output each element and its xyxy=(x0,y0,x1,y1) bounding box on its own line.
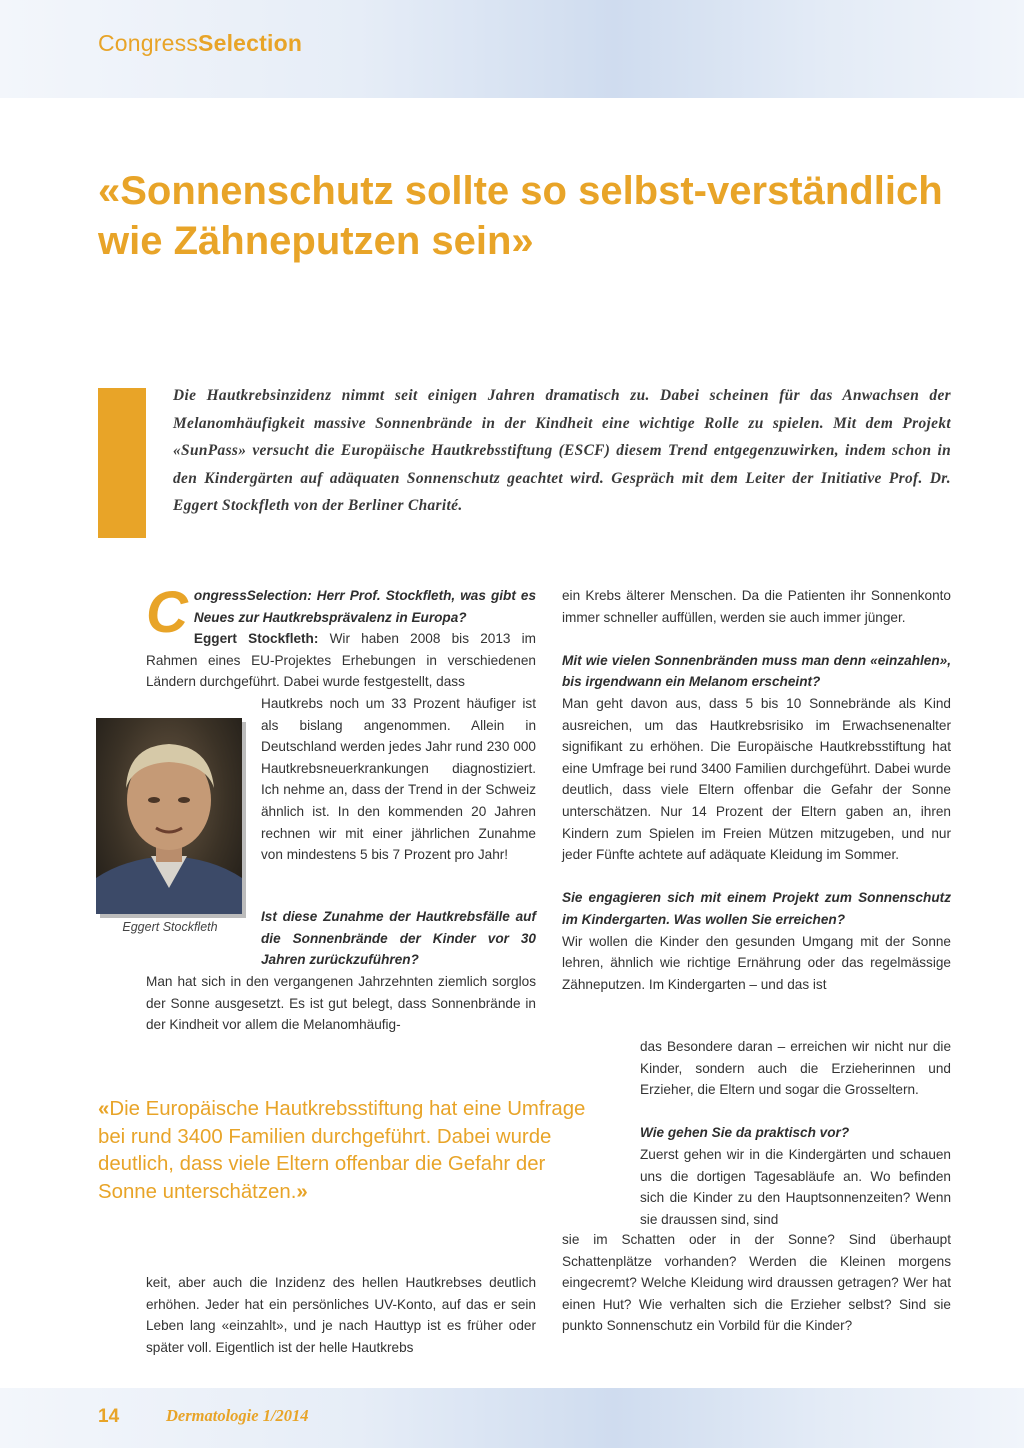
answer-1-start: Wir haben 2008 bis 2013 im Rahmen eines EU-Projektes Erhebungen in verschiedenen Ländern durchgeführt. Dabei wurde festgestellt, dass xyxy=(146,631,536,690)
answer-2: Man hat sich in den vergangenen Jahrzehnten ziemlich sorglos der Sonne ausgesetzt. Es ist gut belegt, dass Sonnenbrände in der Kindheit vor allem die Melanomhäufig- xyxy=(146,974,536,1033)
pullquote-close-mark: » xyxy=(296,1180,308,1203)
pull-quote xyxy=(98,1096,598,1206)
portrait-photo xyxy=(96,718,242,914)
question-2: Ist diese Zunahme der Hautkrebsfälle auf die Sonnenbrände der Kinder vor 30 Jahren zurückzuführen? xyxy=(261,909,536,968)
answer-1-continued: Hautkrebs noch um 33 Prozent häufiger ist als bislang angenommen. Allein in Deutschland werden jedes Jahr rund 230 000 Hautkrebsneuerkrankungen diagnostiziert. Ich nehme an, dass der Trend in der Schweiz ähnlich ist. In den kommenden 20 Jahren rechnen wir mit einer jährlichen Zunahme von mindestens 5 bis 7 Prozent pro Jahr! xyxy=(261,696,536,863)
photo-caption: Eggert Stockfleth xyxy=(122,920,218,934)
question-4: Sie engagieren sich mit einem Projekt zum Sonnenschutz im Kindergarten. Was wollen Sie erreichen? xyxy=(562,890,951,927)
answer-2-end: ein Krebs älterer Menschen. Da die Patienten ihr Sonnenkonto immer schneller auffüllen, werden sie auch immer jünger. xyxy=(562,588,951,625)
article-lead: Die Hautkrebsinzidenz nimmt seit einigen Jahren dramatisch zu. Dabei scheinen für das Anwachsen der Melanomhäufigkeit massive Sonnenbrände in der Kindheit eine wichtige Rolle zu spielen. Mit dem Projekt «SunPass» versucht die Europäische Hautkrebsstiftung (ESCF) diesem Trend entgegenzuwirken, indem schon in den Kindergärten auf adäquaten Sonnenschutz geachtet wird. Gespräch mit dem Leiter der Initiative Prof. Dr. Eggert Stockfleth von der Berliner Charité. xyxy=(173,387,951,515)
answer-2-continued: keit, aber auch die Inzidenz des hellen Hautkrebses deutlich erhöhen. Jeder hat ein persönliches UV-Konto, auf das er sein Leben lang «einzahlt», und je nach Hauttyp ist es früher oder später voll. Eigentlich ist der helle Hautkrebs xyxy=(146,1275,536,1355)
section-brand xyxy=(98,30,302,57)
page-number: 14 xyxy=(98,1406,120,1427)
answer-speaker: Eggert Stockfleth: xyxy=(193,631,319,647)
answer-4: Wir wollen die Kinder den gesunden Umgang mit der Sonne lehren, ähnlich wie richtige Ernährung oder das regelmässige Zähneputzen. Im Kindergarten – und das ist xyxy=(562,933,951,992)
footer-band xyxy=(0,1388,1024,1448)
brand-regular: Congress xyxy=(98,30,199,56)
journal-name: Dermatologie 1/2014 xyxy=(166,1406,309,1425)
column-2-inset xyxy=(640,1036,951,1230)
interview-intro xyxy=(146,580,536,693)
answer-5: Zuerst gehen wir in die Kindergärten und schauen uns die dortigen Tagesabläufe an. Wo befinden sich die Kinder zu den Hauptsonnenzeiten? Wenn sie draussen sind, sind xyxy=(640,1146,951,1227)
pullquote-open-mark: « xyxy=(98,1098,110,1120)
interview-text xyxy=(146,580,536,693)
portrait-illustration xyxy=(96,718,242,914)
pullquote-text: Die Europäische Hautkrebsstiftung hat eine Umfrage bei rund 3400 Familien durchgeführt. Dabei wurde deutlich, dass viele Eltern offenbar die Gefahr der Sonne unterschätzen. xyxy=(98,1098,586,1203)
brand-bold: Selection xyxy=(198,30,303,56)
question-1: ongressSelection: Herr Prof. Stockfleth, was gibt es Neues zur Hautkrebsprävalenz in Europa? xyxy=(193,588,536,625)
answer-4-continued: das Besondere daran – erreichen wir nicht nur die Kinder, sondern auch die Erzieherinnen und Erzieher, die Eltern und sogar die Grosseltern. xyxy=(640,1039,951,1098)
question-5: Wie gehen Sie da praktisch vor? xyxy=(640,1125,850,1141)
drop-cap: C xyxy=(146,580,188,645)
answer-5-continued: sie im Schatten oder in der Sonne? Sind überhaupt Schattenplätze vorhanden? Werden die Kleinen morgens eingecremt? Welche Kleidung wird draussen getragen? Wer hat einen Hut? Wie verhalten sich die Erzieher selbst? Sind sie punkto Sonnenschutz ein Vorbild für die Kinder? xyxy=(562,1232,951,1334)
lead-accent-bar xyxy=(98,388,146,538)
question-3: Mit wie vielen Sonnenbränden muss man denn «einzahlen», bis irgendwann ein Melanom erscheint? xyxy=(562,652,951,690)
article-headline: «Sonnenschutz sollte so selbst-verständlich wie Zähneputzen sein» xyxy=(98,169,943,263)
paragraph-gap xyxy=(562,866,951,888)
paragraph-gap xyxy=(640,1101,951,1123)
paragraph-gap xyxy=(562,628,951,650)
column-2-top xyxy=(562,585,951,995)
answer-3: Man geht davon aus, dass 5 bis 10 Sonnebrände als Kind ausreichen, um das Hautkrebsrisiko im Erwachsenenalter signifikant zu erhöhen. Die Europäische Hautkrebsstiftung hat eine Umfrage bei rund 3400 Familien durchgeführt. Dabei wurde deutlich, dass viele Eltern offenbar die Gefahr der Sonne unterschätzen. Nur 14 Prozent der Eltern gaben an, ihren Kindern zum Spielen im Freien Mützen mitzugeben, und nur jeder Fünfte achtete auf adäquate Kleidung im Sommer. xyxy=(562,695,951,863)
